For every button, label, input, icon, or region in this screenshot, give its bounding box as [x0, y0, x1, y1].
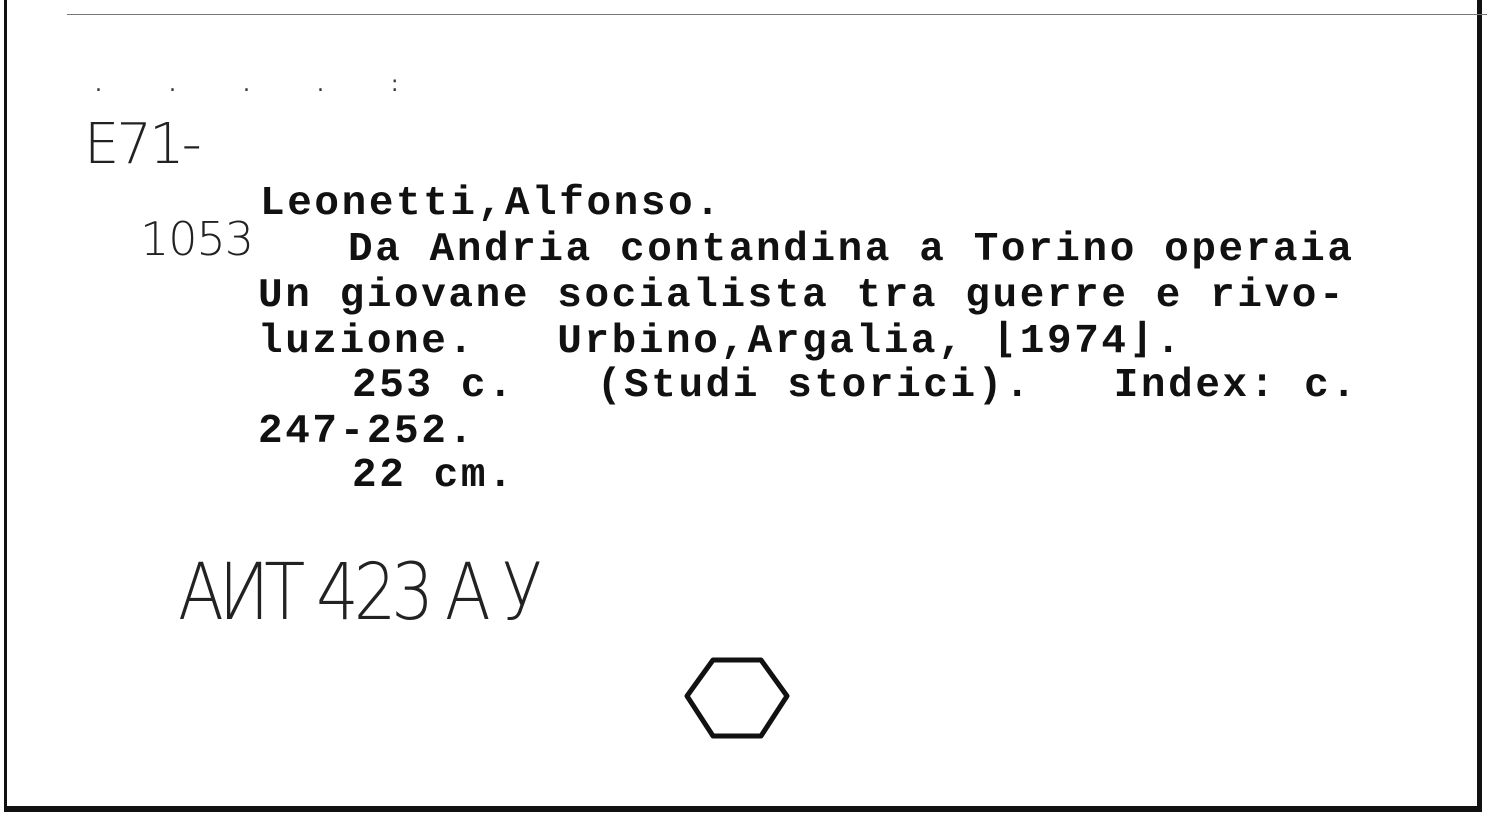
class-mark: E71-	[84, 112, 199, 177]
imprint-line: luzione. Urbino,Argalia, ⌊1974⌋.	[258, 319, 1184, 365]
title-line-1: Da Andria contandina a Torino operaia	[348, 227, 1355, 273]
size-line: 22 cm.	[352, 453, 516, 499]
top-rule	[67, 14, 1487, 15]
call-number: 1053	[140, 212, 254, 266]
index-pages-line: 247-252.	[258, 409, 476, 455]
shelf-mark: АИТ 423 А У	[178, 548, 538, 638]
collation-line: 253 c. (Studi storici). Index: c.	[352, 363, 1359, 409]
punch-hole	[683, 656, 791, 740]
title-line-2: Un giovane socialista tra guerre e rivo-	[258, 273, 1347, 319]
author-heading: Leonetti,Alfonso.	[260, 181, 723, 227]
ink-specks: . . . . :	[95, 72, 429, 97]
